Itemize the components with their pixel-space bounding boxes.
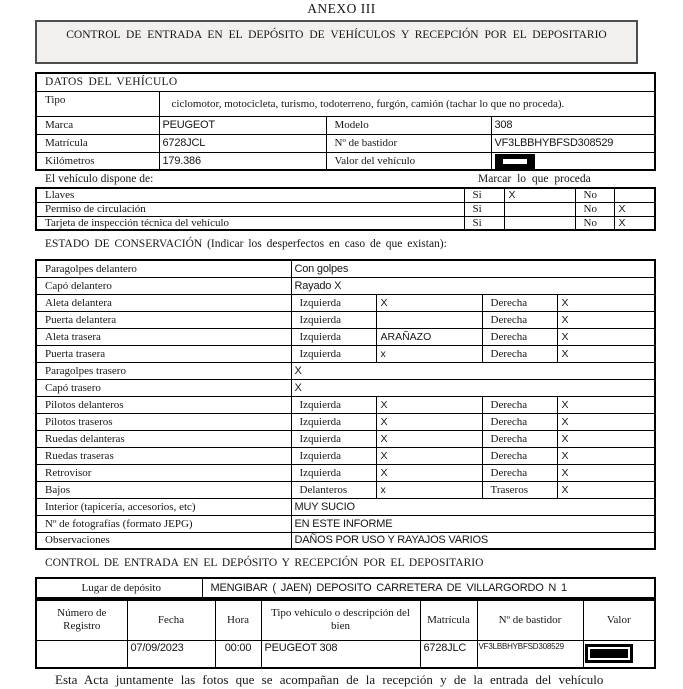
left-mark: X bbox=[376, 447, 482, 464]
left-side-label: Izquierda bbox=[291, 294, 376, 311]
table-row bbox=[36, 216, 655, 230]
table-row bbox=[36, 413, 655, 430]
hora-value: 00:00 bbox=[215, 640, 261, 668]
tipo-value: PEUGEOT 308 bbox=[261, 640, 420, 668]
no-label: No bbox=[575, 202, 614, 216]
table-row bbox=[36, 379, 655, 396]
right-mark: X bbox=[557, 328, 655, 345]
right-mark: X bbox=[557, 311, 655, 328]
right-mark: X bbox=[557, 413, 655, 430]
col-header-valor: Valor bbox=[583, 600, 655, 640]
estado-row-label: Paragolpes delantero bbox=[36, 260, 291, 277]
table-row bbox=[36, 430, 655, 447]
dispone-intro: El vehículo dispone de: bbox=[45, 173, 154, 185]
left-mark bbox=[376, 311, 482, 328]
table-row bbox=[36, 134, 655, 152]
right-mark: X bbox=[557, 481, 655, 498]
estado-section-title: ESTADO DE CONSERVACIÓN (Indicar los desperfectos en caso de que existan): bbox=[45, 238, 447, 250]
left-mark: X bbox=[376, 413, 482, 430]
table-header-row bbox=[36, 600, 655, 640]
right-side-label: Derecha bbox=[482, 396, 557, 413]
kilometros-label: Kilómetros bbox=[36, 152, 159, 170]
bastidor-value: VF3LBBHYBFSD308529 bbox=[491, 134, 655, 152]
right-mark: X bbox=[557, 345, 655, 362]
redaction-box bbox=[495, 154, 535, 169]
right-side-label: Derecha bbox=[482, 345, 557, 362]
matricula-label: Matrícula bbox=[36, 134, 159, 152]
estado-row-label: Capó trasero bbox=[36, 379, 291, 396]
left-side-label: Izquierda bbox=[291, 430, 376, 447]
modelo-value: 308 bbox=[491, 116, 655, 134]
si-mark: X bbox=[504, 188, 575, 202]
right-side-label: Derecha bbox=[482, 328, 557, 345]
estado-table bbox=[35, 259, 656, 550]
si-label: Si bbox=[464, 188, 504, 202]
right-side-label: Derecha bbox=[482, 311, 557, 328]
table-row bbox=[36, 362, 655, 379]
table-row bbox=[36, 328, 655, 345]
table-row bbox=[36, 152, 655, 170]
left-mark: X bbox=[376, 294, 482, 311]
right-side-label: Derecha bbox=[482, 447, 557, 464]
dispone-marcar-label: Marcar lo que proceda bbox=[478, 173, 591, 185]
table-row bbox=[36, 498, 655, 515]
table-row bbox=[36, 578, 655, 598]
left-side-label: Izquierda bbox=[291, 311, 376, 328]
left-mark: X bbox=[376, 464, 482, 481]
col-header-hora: Hora bbox=[215, 600, 261, 640]
left-mark: x bbox=[376, 481, 482, 498]
si-label: Si bbox=[464, 216, 504, 230]
matricula-value: 6728JLC bbox=[420, 640, 477, 668]
right-side-label: Traseros bbox=[482, 481, 557, 498]
col-header-bastidor: Nº de bastidor bbox=[477, 600, 583, 640]
estado-row-label: Retrovisor bbox=[36, 464, 291, 481]
left-mark: x bbox=[376, 345, 482, 362]
estado-row-label: Aleta delantera bbox=[36, 294, 291, 311]
bastidor-label: Nº de bastidor bbox=[326, 134, 491, 152]
table-row bbox=[36, 532, 655, 549]
si-mark bbox=[504, 216, 575, 230]
estado-row-label: Paragolpes trasero bbox=[36, 362, 291, 379]
registro-value bbox=[36, 640, 127, 668]
left-mark: ARAÑAZO bbox=[376, 328, 482, 345]
no-label: No bbox=[575, 188, 614, 202]
table-row bbox=[36, 73, 655, 91]
estado-row-value: DAÑOS POR USO Y RAYAJOS VARIOS bbox=[291, 532, 655, 549]
vehicle-data-table bbox=[35, 72, 656, 171]
estado-row-value: MUY SUCIO bbox=[291, 498, 655, 515]
estado-row-label: Pilotos delanteros bbox=[36, 396, 291, 413]
table-row bbox=[36, 202, 655, 216]
entry-record-table bbox=[35, 599, 656, 669]
table-row bbox=[36, 311, 655, 328]
marca-label: Marca bbox=[36, 116, 159, 134]
left-side-label: Izquierda bbox=[291, 328, 376, 345]
estado-row-value: EN ESTE INFORME bbox=[291, 515, 655, 532]
lugar-value: MENGIBAR ( JAEN) DEPOSITO CARRETERA DE VILLARGORDO N 1 bbox=[202, 578, 655, 598]
si-label: Si bbox=[464, 202, 504, 216]
left-side-label: Izquierda bbox=[291, 396, 376, 413]
estado-row-value: Con golpes bbox=[291, 260, 655, 277]
table-row bbox=[36, 464, 655, 481]
table-row bbox=[36, 188, 655, 202]
estado-row-label: Ruedas delanteras bbox=[36, 430, 291, 447]
left-side-label: Izquierda bbox=[291, 464, 376, 481]
table-row bbox=[36, 116, 655, 134]
dispone-row-label: Llaves bbox=[36, 188, 464, 202]
col-header-registro: Número de Registro bbox=[36, 600, 127, 640]
left-side-label: Izquierda bbox=[291, 413, 376, 430]
col-header-matricula: Matrícula bbox=[420, 600, 477, 640]
table-row bbox=[36, 396, 655, 413]
estado-row-label: Aleta trasera bbox=[36, 328, 291, 345]
table-row bbox=[36, 481, 655, 498]
table-row bbox=[36, 294, 655, 311]
lugar-label: Lugar de depósito bbox=[36, 578, 202, 598]
tipo-label: Tipo bbox=[36, 91, 159, 116]
left-side-label: Izquierda bbox=[291, 345, 376, 362]
estado-row-value: X bbox=[291, 379, 655, 396]
estado-row-label: Puerta delantera bbox=[36, 311, 291, 328]
estado-row-value: Rayado X bbox=[291, 277, 655, 294]
header-title-box: CONTROL DE ENTRADA EN EL DEPÓSITO DE VEHÍCULOS Y RECEPCIÓN POR EL DEPOSITARIO bbox=[35, 20, 638, 64]
right-mark: X bbox=[557, 396, 655, 413]
dispone-row-label: Permiso de circulación bbox=[36, 202, 464, 216]
estado-row-label: Observaciones bbox=[36, 532, 291, 549]
dispone-table bbox=[35, 187, 656, 231]
right-mark: X bbox=[557, 430, 655, 447]
estado-row-label: Ruedas traseras bbox=[36, 447, 291, 464]
right-side-label: Derecha bbox=[482, 430, 557, 447]
no-mark bbox=[614, 188, 655, 202]
right-mark: X bbox=[557, 464, 655, 481]
right-side-label: Derecha bbox=[482, 294, 557, 311]
left-side-label: Delanteros bbox=[291, 481, 376, 498]
fecha-value: 07/09/2023 bbox=[127, 640, 215, 668]
col-header-fecha: Fecha bbox=[127, 600, 215, 640]
document-title: ANEXO III bbox=[307, 1, 376, 16]
valor-value-cell bbox=[491, 152, 655, 170]
estado-row-label: Pilotos traseros bbox=[36, 413, 291, 430]
table-row bbox=[36, 277, 655, 294]
marca-value: PEUGEOT bbox=[159, 116, 326, 134]
estado-row-label: Nº de fotografías (formato JEPG) bbox=[36, 515, 291, 532]
estado-row-value: X bbox=[291, 362, 655, 379]
tipo-value: ciclomotor, motocicleta, turismo, todoterreno, furgón, camión (tachar lo que no proceda). bbox=[159, 91, 655, 116]
left-mark: X bbox=[376, 396, 482, 413]
dispone-heading bbox=[0, 173, 683, 187]
col-header-tipo: Tipo vehículo o descripción del bien bbox=[261, 600, 420, 640]
table-row bbox=[36, 345, 655, 362]
no-mark: X bbox=[614, 216, 655, 230]
control-section-title: CONTROL DE ENTRADA EN EL DEPÓSITO Y RECEPCIÓN POR EL DEPOSITARIO bbox=[45, 557, 484, 569]
vehicle-data-section-title: DATOS DEL VEHÍCULO bbox=[36, 73, 655, 91]
footer-partial-text: Esta Acta juntamente las fotos que se acompañan de la recepción y de la entrada del vehículo bbox=[55, 672, 604, 687]
right-mark: X bbox=[557, 447, 655, 464]
valor-label: Valor del vehículo bbox=[326, 152, 491, 170]
right-mark: X bbox=[557, 294, 655, 311]
left-side-label: Izquierda bbox=[291, 447, 376, 464]
estado-row-label: Interior (tapicería, accesorios, etc) bbox=[36, 498, 291, 515]
table-row bbox=[36, 260, 655, 277]
table-row bbox=[36, 640, 655, 668]
estado-row-label: Bajos bbox=[36, 481, 291, 498]
right-side-label: Derecha bbox=[482, 413, 557, 430]
table-row bbox=[36, 447, 655, 464]
left-mark: X bbox=[376, 430, 482, 447]
modelo-label: Modelo bbox=[326, 116, 491, 134]
si-mark bbox=[504, 202, 575, 216]
valor-value-cell bbox=[583, 640, 655, 668]
right-side-label: Derecha bbox=[482, 464, 557, 481]
table-row bbox=[36, 515, 655, 532]
lugar-table bbox=[35, 577, 656, 599]
estado-row-label: Capó delantero bbox=[36, 277, 291, 294]
table-row bbox=[36, 91, 655, 116]
kilometros-value: 179.386 bbox=[159, 152, 326, 170]
bastidor-value: VF3LBBHYBFSD308529 bbox=[477, 640, 583, 668]
no-label: No bbox=[575, 216, 614, 230]
no-mark: X bbox=[614, 202, 655, 216]
estado-row-label: Puerta trasera bbox=[36, 345, 291, 362]
dispone-row-label: Tarjeta de inspección técnica del vehículo bbox=[36, 216, 464, 230]
redaction-box bbox=[585, 644, 633, 663]
matricula-value: 6728JCL bbox=[159, 134, 326, 152]
